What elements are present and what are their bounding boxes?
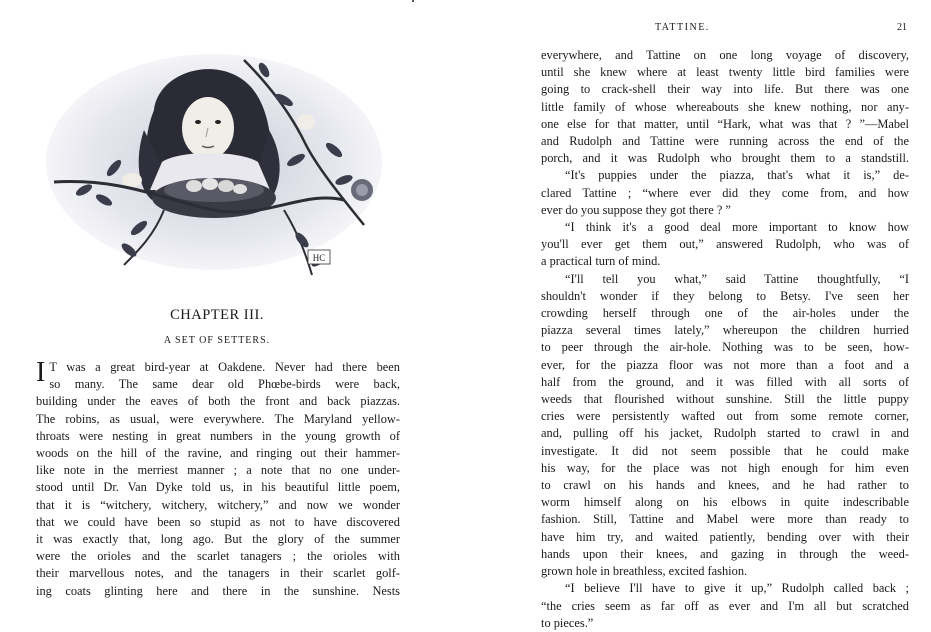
text-line: “I believe I'll have to give it up,” Rudolph called back ;: [565, 581, 909, 596]
text-line: half from the ground, and it was filled with all sorts of: [541, 374, 909, 389]
text-line: like note in the merriest manner ; a note that no one under-: [36, 463, 400, 478]
text-line: piazza several times lately,” whereupon the children hurried: [541, 323, 909, 338]
right-page-text: [541, 47, 909, 632]
chapter-title: CHAPTER III.: [170, 307, 264, 323]
text-line: to peer through the air-hole. Nothing was to be seen, how-: [541, 340, 909, 355]
text-line: worm himself along on his elbows in quite indescribable: [541, 495, 909, 510]
text-line: that it is “witchery, witchery, witchery,” and now we wonder: [36, 497, 400, 512]
page-number: 21: [897, 22, 907, 33]
text-line: to pieces.”: [541, 615, 594, 630]
text-line: ever do you suppose they got there ? ”: [541, 202, 731, 217]
text-line: little family of whose whereabouts she knew nothing, nor any-: [541, 99, 909, 114]
text-line: everywhere, and Tattine on one long voyage of discovery,: [541, 48, 909, 62]
text-line: and Rudolph and Tattine were running across the end of the: [541, 134, 909, 149]
text-line: stood until Dr. Van Dyke told us, in his beautiful little poem,: [36, 480, 400, 495]
chapter-subtitle: A SET OF SETTERS.: [163, 335, 271, 346]
running-head: TATTINE.: [655, 22, 710, 33]
text-line: and, pulling off his jacket, Rudolph started to crawl in and: [541, 426, 909, 441]
text-line: going to crack-shell their way into life. But there was one: [541, 82, 909, 97]
text-line: one else for that matter, until “Hark, what was that ? ”—Mabel: [541, 116, 909, 131]
text-line: building under the eaves of both the front and back piazzas.: [36, 394, 400, 409]
right-page: [465, 0, 931, 630]
text-line: woods on the hill of the ravine, and ringing out their hammer-: [36, 446, 400, 461]
text-line: investigate. It did not seem possible that he could make: [541, 443, 909, 458]
girl-with-bird-nest-illustration: [44, 50, 384, 280]
text-line: their marvellous notes, and the tanagers in their scarlet golf-: [36, 566, 400, 581]
text-line: fashion. Still, Tattine and Mabel were more than ready to: [541, 512, 909, 527]
illustration-monogram: HC: [312, 253, 326, 263]
text-line: to crawl on his hands and knees, and he had rather to: [541, 478, 909, 493]
text-line: cries were persistently wafted out from some remote corner,: [541, 409, 909, 424]
text-line: porch, and it was Rudolph who brought them to a standstill.: [541, 151, 909, 166]
left-page: [0, 0, 465, 606]
text-line: The robins, as usual, were everywhere. The Maryland yellow-: [36, 411, 400, 426]
left-page-text: [36, 359, 400, 600]
text-line: shouldn't wonder if they belong to Betsy. I've seen her: [541, 288, 909, 303]
text-line: throats were nesting in great numbers in the young growth of: [36, 428, 400, 443]
text-line: ever, for the piazza floor was not more than a foot and a: [541, 357, 909, 372]
text-line: until she knew where at least twenty little bird families were: [541, 65, 909, 80]
text-line: T was a great bird-year at Oakdene. Never had there been: [49, 360, 400, 374]
text-line: “I think it's a good deal more important to know how: [565, 220, 909, 235]
text-line: it was exactly that, long ago. But the glory of the summer: [36, 532, 400, 547]
text-line: his way, for the place was not high enough for him even: [541, 460, 909, 475]
text-line: clared Tattine ; “where ever did they come from, and how: [541, 185, 909, 200]
text-line: a practical turn of mind.: [541, 254, 661, 269]
text-line: “It's puppies under the piazza, that's what it is,” de-: [565, 168, 909, 183]
text-line: so many. The same dear old Phœbe-birds were back,: [49, 377, 400, 392]
text-line: hands upon their knees, and gazing in through the weed-: [541, 546, 909, 561]
text-line: weeds that flourished without sunshine. Still the little puppy: [541, 392, 909, 407]
drop-cap: I: [36, 357, 46, 388]
text-line: grown hole in breathless, excited fashion.: [541, 564, 748, 579]
text-line: that we could have been so stupid as not to have discovered: [36, 514, 400, 529]
text-line: ing coats glinting here and there in the sunshine. Nests: [36, 583, 400, 598]
text-line: have him try, and waited patiently, bending over with their: [541, 529, 909, 544]
text-line: “I'll tell you what,” said Tattine thoughtfully, “I: [565, 271, 909, 286]
text-line: crowding herself through one of the air-holes under the: [541, 306, 909, 321]
text-line: you'll ever get them out,” answered Rudolph, who was of: [541, 237, 909, 252]
text-line: were the orioles and the scarlet tanagers ; the orioles with: [36, 549, 400, 564]
text-line: “the cries seem as far off as ever and I'm all but scratched: [541, 598, 909, 613]
